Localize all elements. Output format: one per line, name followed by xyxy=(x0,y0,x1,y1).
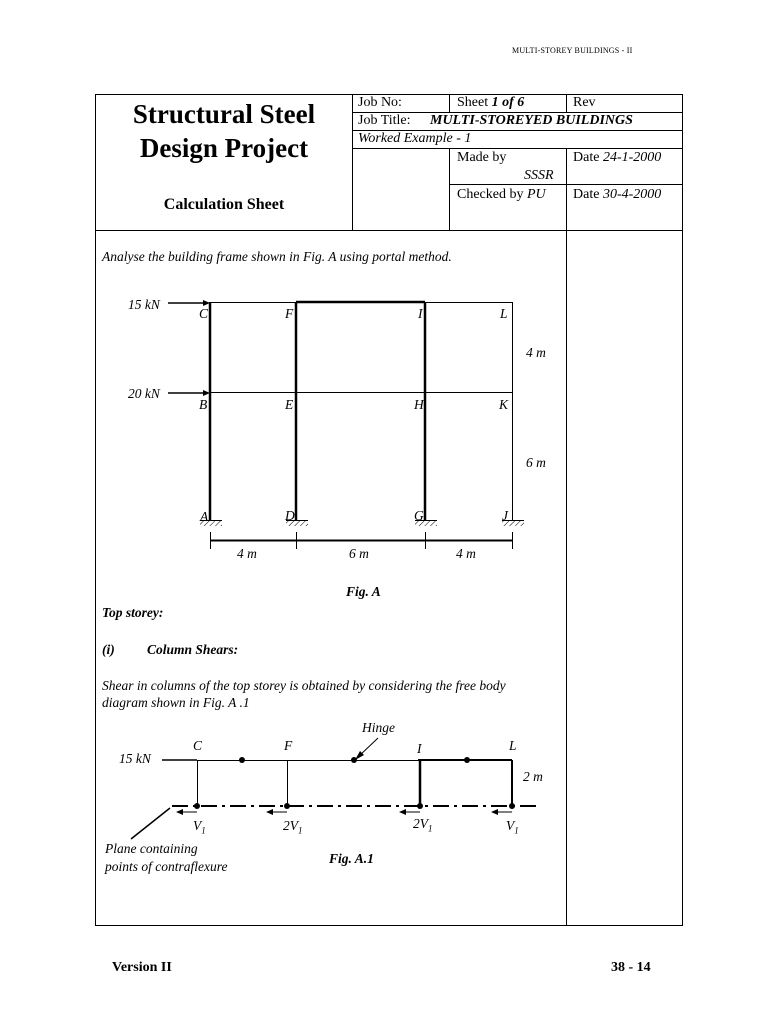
date-checked-value: 30-4-2000 xyxy=(602,187,662,202)
date-label: Date xyxy=(573,150,600,165)
checked-by-value: PU xyxy=(526,187,546,202)
running-head: MULTI-STOREY BUILDINGS - II xyxy=(512,46,633,55)
date-made-value: 24-1-2000 xyxy=(602,150,662,165)
load-label-top: 15 kN xyxy=(128,297,160,312)
intro-text: Analyse the building frame shown in Fig. A using portal method. xyxy=(102,249,452,264)
shear-label-f: $2V_1$ xyxy=(283,818,303,836)
plane-pointer xyxy=(131,808,170,839)
job-title-label: Job Title: xyxy=(358,113,411,128)
node-c: C xyxy=(199,306,209,321)
worked-example: Worked Example - 1 xyxy=(358,131,472,146)
paragraph-line-2: diagram shown in Fig. A .1 xyxy=(102,695,250,710)
top-storey-heading: Top storey: xyxy=(102,605,164,620)
title-line-2: Design Project xyxy=(139,133,309,163)
height-bottom: 6 m xyxy=(526,455,546,470)
fig-a-caption: Fig. A xyxy=(346,584,381,599)
title-line-1: Structural Steel xyxy=(132,99,316,129)
node-f: F xyxy=(285,306,294,321)
hinge-label: Hinge xyxy=(362,720,395,735)
span-3: 4 m xyxy=(456,546,476,561)
plane-label-line-2: points of contraflexure xyxy=(105,859,228,874)
fbd-height: 2 m xyxy=(523,769,543,784)
fig-a1-caption: Fig. A.1 xyxy=(329,851,374,866)
fbd-node-l: L xyxy=(509,738,517,753)
sheet-label: Sheet xyxy=(457,95,489,110)
node-i: I xyxy=(418,306,423,321)
footer-page-number: 38 - 14 xyxy=(611,960,651,975)
fbd-node-f: F xyxy=(284,738,293,753)
node-e: E xyxy=(285,397,294,412)
made-by-value: SSSR xyxy=(524,168,554,183)
fbd-node-c: C xyxy=(193,738,203,753)
rev-label: Rev xyxy=(573,95,596,110)
column-shears-heading: Column Shears: xyxy=(147,642,239,657)
shear-label-i: $2V_1$ xyxy=(413,816,433,834)
checked-by-label: Checked by xyxy=(457,187,524,202)
fbd-node-i: I xyxy=(417,741,422,756)
plane-label-line-1: Plane containing xyxy=(105,841,198,856)
span-1: 4 m xyxy=(237,546,257,561)
node-j: J xyxy=(502,508,508,523)
height-top: 4 m xyxy=(526,345,546,360)
span-2: 6 m xyxy=(349,546,369,561)
node-a: A xyxy=(200,509,209,524)
node-l: L xyxy=(500,306,508,321)
node-h: H xyxy=(414,397,424,412)
paragraph-line-1: Shear in columns of the top storey is obtained by considering the free body xyxy=(102,678,506,693)
sheet-num: 1 xyxy=(491,95,499,110)
fbd-hinge-1 xyxy=(239,757,245,763)
shear-label-c: $V_1$ xyxy=(193,818,206,836)
node-d: D xyxy=(285,508,295,523)
fbd-hinge-3 xyxy=(464,757,470,763)
fbd-hinge-2 xyxy=(351,757,357,763)
sheet-of: of xyxy=(502,95,514,110)
calc-sheet-label: Calculation Sheet xyxy=(163,196,285,213)
job-title-value: MULTI-STOREYED BUILDINGS xyxy=(430,113,633,128)
made-by-label: Made by xyxy=(457,150,507,165)
node-b: B xyxy=(199,397,208,412)
fbd-load-label: 15 kN xyxy=(119,751,151,766)
sheet-total: 6 xyxy=(517,95,525,110)
footer-version: Version II xyxy=(112,960,172,975)
item-number: (i) xyxy=(102,642,115,657)
shear-label-l: $V_1$ xyxy=(506,818,519,836)
job-no-label: Job No: xyxy=(358,95,402,110)
node-g: G xyxy=(414,508,424,523)
date-label-2: Date xyxy=(573,187,600,202)
node-k: K xyxy=(499,397,509,412)
load-label-mid: 20 kN xyxy=(128,386,160,401)
